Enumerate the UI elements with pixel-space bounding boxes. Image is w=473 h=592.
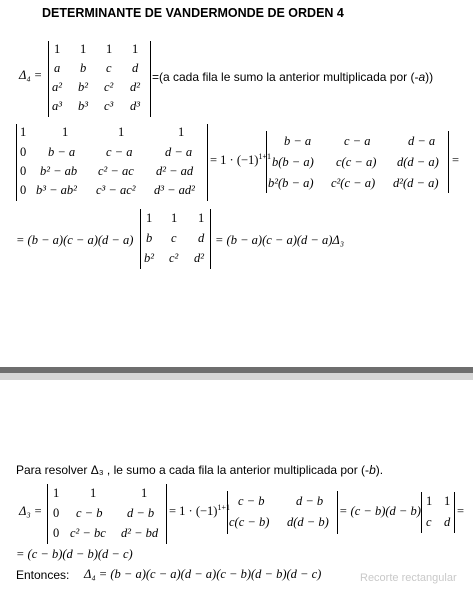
matrix-cell: 1	[444, 494, 451, 508]
matrix-cell: 1	[146, 211, 153, 225]
matrix-cell: b	[146, 231, 153, 245]
minor1-left-bar	[266, 131, 267, 193]
matrix-cell: d²(d − a)	[393, 176, 439, 190]
matrix-cell: 1	[171, 211, 178, 225]
matrix-cell: d − b	[296, 494, 324, 508]
matrix-cell: c − b	[76, 506, 103, 520]
det2-left-bar	[16, 124, 17, 201]
matrix-cell: d − a	[165, 145, 193, 159]
matrix-cell: 1	[106, 42, 113, 56]
matrix-cell: d³	[130, 99, 140, 113]
matrix-cell: 0	[53, 506, 60, 520]
delta3-label: Δ₃ =	[19, 504, 43, 518]
det3-left-bar	[140, 209, 141, 269]
matrix-cell: c² − ac	[98, 164, 134, 178]
matrix-cell: 1	[53, 486, 60, 500]
det1-right-bar	[150, 41, 151, 117]
matrix-cell: d − a	[408, 134, 436, 148]
matrix-cell: c³	[104, 99, 114, 113]
matrix-cell: b − a	[48, 145, 76, 159]
matrix-cell: b²	[78, 80, 88, 94]
delta3-mid: = (c − b)(d − b)	[339, 504, 421, 518]
delta3-intro: Para resolver Δ₃ , le sumo a cada fila la anterior multiplicada por (-b).	[16, 463, 384, 477]
delta4-label: Δ₄ =	[19, 68, 43, 82]
matrix-cell: a²	[52, 80, 62, 94]
matrix-cell: c	[426, 515, 432, 529]
step1-note: =(a cada fila le sumo la anterior multiplicada por (-a))	[152, 70, 434, 84]
matrix-cell: c²(c − a)	[331, 176, 376, 190]
matrix-cell: d	[444, 515, 451, 529]
matrix-cell: b − a	[284, 134, 312, 148]
matrix-cell: 0	[20, 164, 27, 178]
matrix-cell: 1	[62, 125, 69, 139]
matrix-cell: b²(b − a)	[268, 176, 314, 190]
matrix-cell: 0	[20, 145, 27, 159]
matrix-cell: 1	[20, 125, 27, 139]
small-right-bar	[454, 492, 455, 533]
factored-result: = (b − a)(c − a)(d − a)Δ₃	[215, 233, 345, 247]
matrix-cell: c	[106, 61, 112, 75]
matrix-cell: c − a	[344, 134, 371, 148]
matrix-cell: a	[54, 61, 61, 75]
matrix-cell: c(c − a)	[336, 155, 377, 169]
matrix-cell: c²	[104, 80, 114, 94]
separator-light	[0, 373, 473, 380]
matrix-cell: c² − bc	[70, 526, 106, 540]
matrix-cell: 0	[53, 526, 60, 540]
final-label: Entonces:	[16, 568, 70, 582]
matrix-cell: 0	[20, 183, 27, 197]
det2-right-bar	[207, 124, 208, 201]
matrix-cell: 1	[141, 486, 148, 500]
matrix-cell: 1	[54, 42, 61, 56]
matrix-cell: 1	[80, 42, 87, 56]
minor2-left-bar	[227, 491, 228, 534]
minor2-right-bar	[337, 491, 338, 534]
matrix-cell: d² − ad	[156, 164, 194, 178]
matrix-cell: d²	[130, 80, 140, 94]
matrix-cell: 1	[132, 42, 139, 56]
cofactor-factor: = $1 \cdot (-1)^{1+1}$	[210, 151, 271, 167]
cofactor-factor-2: = $1 \cdot (-1)^{1+1}$	[169, 502, 230, 518]
matrix-cell: b³ − ab²	[36, 183, 77, 197]
matrix-cell: b	[80, 61, 87, 75]
det3-right-bar	[210, 209, 211, 269]
matrix-cell: a³	[52, 99, 62, 113]
matrix-cell: d³ − ad²	[154, 183, 195, 197]
matrix-cell: b²	[144, 251, 154, 265]
watermark-text: Recorte rectangular	[360, 572, 457, 584]
matrix-cell: d²	[194, 251, 204, 265]
det1-left-bar	[48, 41, 49, 117]
matrix-cell: 1	[198, 211, 205, 225]
matrix-cell: 1	[426, 494, 433, 508]
page-title: DETERMINANTE DE VANDERMONDE DE ORDEN 4	[42, 6, 344, 20]
matrix-cell: d − b	[127, 506, 155, 520]
minor1-right-bar	[448, 131, 449, 193]
det4-right-bar	[166, 484, 167, 544]
matrix-cell: b(b − a)	[272, 155, 314, 169]
matrix-cell: 1	[90, 486, 97, 500]
small-left-bar	[421, 492, 422, 533]
matrix-cell: 1	[178, 125, 185, 139]
equals-sign: =	[452, 153, 460, 167]
equals-sign-2: =	[457, 504, 465, 518]
matrix-cell: c(c − b)	[229, 515, 270, 529]
matrix-cell: 1	[118, 125, 125, 139]
det4-left-bar	[47, 484, 48, 544]
factored-prefix: = (b − a)(c − a)(d − a)	[16, 233, 134, 247]
matrix-cell: b³	[78, 99, 88, 113]
matrix-cell: d	[198, 231, 205, 245]
matrix-cell: c − a	[106, 145, 133, 159]
matrix-cell: c²	[169, 251, 179, 265]
matrix-cell: c − b	[238, 494, 265, 508]
matrix-cell: d(d − a)	[397, 155, 439, 169]
final-expression: Δ₄ = (b − a)(c − a)(d − a)(c − b)(d − b)(d − c)	[84, 567, 322, 581]
matrix-cell: d(d − b)	[287, 515, 329, 529]
matrix-cell: c³ − ac²	[96, 183, 136, 197]
matrix-cell: b² − ab	[40, 164, 78, 178]
matrix-cell: d	[132, 61, 139, 75]
delta3-result: = (c − b)(d − b)(d − c)	[16, 547, 133, 561]
matrix-cell: d² − bd	[121, 526, 159, 540]
matrix-cell: c	[171, 231, 177, 245]
